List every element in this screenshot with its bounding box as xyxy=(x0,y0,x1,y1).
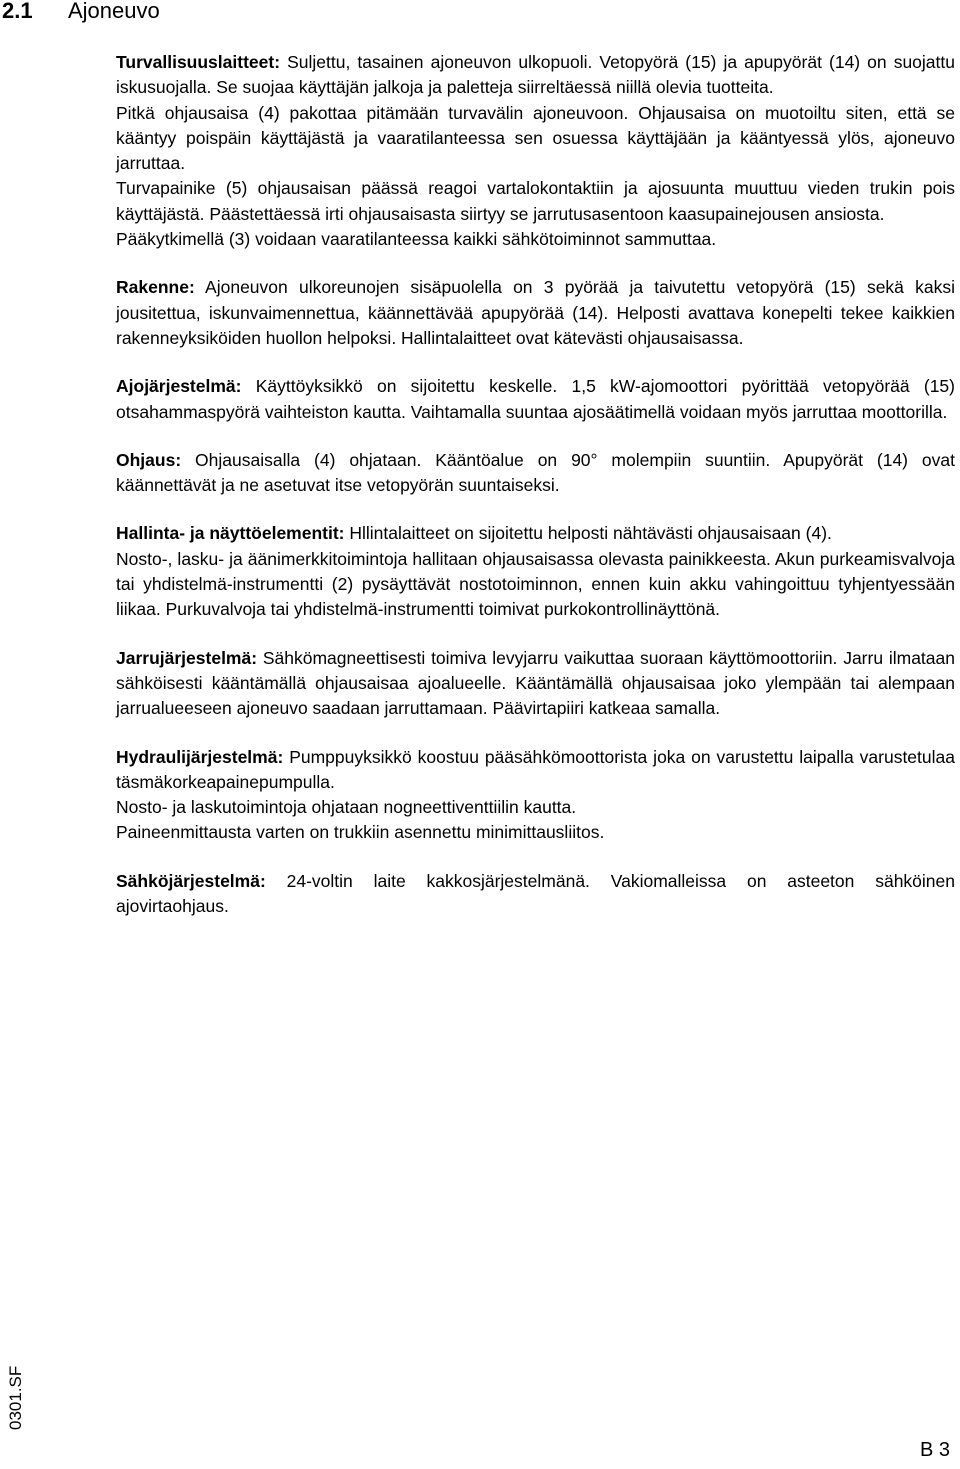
paragraph xyxy=(116,101,955,177)
paragraph xyxy=(116,275,955,351)
paragraph-text: Nosto-, lasku- ja äänimerkkitoimintoja hallitaan ohjausaisassa olevasta painikkeesta. Akun purkeamisvalvoja tai yhdistelmä-instrumentti (2) pysäyttävät nostotoiminnon, ennen kuin akku vahingoittuu tyhjentyessään liikaa. Purkuvalvoja tai yhdistelmä-instrumentti toimivat purkokontrollinäyttönä. xyxy=(116,548,955,620)
paragraph-text: Sähkömagneettisesti toimiva levyjarru vaikuttaa suoraan käyttömoottoriin. Jarru ilmataan sähköisesti kääntämällä ohjausaisaa ajoalueelle. Kääntämällä ohjausaisaa joko ylempään tai alempaan jarrualueeseen ajoneuvo saadaan jarruttamaan. Päävirtapiiri katkeaa samalla. xyxy=(116,647,955,719)
section-heading xyxy=(2,0,160,24)
paragraph-label: Sähköjärjestelmä: xyxy=(116,870,266,891)
page-number: B 3 xyxy=(919,1439,950,1461)
section-electrical-system xyxy=(116,869,955,920)
paragraph-text: Käyttöyksikkö on sijoitettu keskelle. 1,5 kW-ajomoottori pyörittää vetopyörää (15) otsahammaspyörä vaihteiston kautta. Vaihtamalla suuntaa ajosäätimellä voidaan myös jarruttaa moottorilla. xyxy=(116,376,955,422)
paragraph-text: Pumppuyksikkö koostuu pääsähkömoottorista joka on varustettu laipalla varustetulaa täsmäkorkeapainepumpulla. xyxy=(116,746,955,792)
paragraph-text: 24-voltin laite kakkosjärjestelmänä. Vakiomalleissa on asteeton sähköinen ajovirtaohjaus. xyxy=(116,870,955,917)
section-brake-system xyxy=(116,646,955,722)
section-number: 2.1 xyxy=(2,0,33,23)
paragraph-text: Hllintalaitteet on sijoitettu helposti nähtävästi ohjausaisaan (4). xyxy=(344,523,832,544)
paragraph xyxy=(116,521,955,546)
paragraph-text: Ajoneuvon ulkoreunojen sisäpuolella on 3 pyörää ja taivutettu vetopyörä (15) sekä kaksi jousitettua, iskunvaimennettua, käännettävää apupyörää (14). Helposti avattava konepelti tekee kaikkien rakenneyksiköiden huollon helpoksi. Hallintalaitteet ovat kätevästi ohjausaisassa. xyxy=(116,277,955,348)
paragraph xyxy=(116,646,955,722)
section-steering xyxy=(116,448,955,499)
section-structure xyxy=(116,275,955,351)
paragraph xyxy=(116,820,955,845)
paragraph-text: Turvapainike (5) ohjausaisan päässä reagoi vartalokontaktiin ja ajosuunta muuttuu vieden trukin pois käyttäjästä. Päästettäessä irti ohjausaisasta siirtyy se jarrutusasentoon kaasupainejousen ansiosta. xyxy=(116,178,955,224)
paragraph xyxy=(116,50,955,101)
paragraph-label: Rakenne: xyxy=(116,277,195,298)
paragraph-label: Ohjaus: xyxy=(116,449,182,470)
paragraph-text: Nosto- ja laskutoimintoja ohjataan nogneettiventtiilin kautta. xyxy=(116,797,577,818)
paragraph-label: Turvallisuuslaitteet: xyxy=(116,52,281,72)
paragraph xyxy=(116,745,955,796)
document-body xyxy=(116,50,955,942)
paragraph-text: Pääkytkimellä (3) voidaan vaaratilanteessa kaikki sähkötoiminnot sammuttaa. xyxy=(116,229,717,250)
paragraph-label: Hydraulijärjestelmä: xyxy=(116,746,284,767)
paragraph xyxy=(116,448,955,499)
paragraph xyxy=(116,795,955,820)
paragraph-label: Ajojärjestelmä: xyxy=(116,376,242,397)
paragraph xyxy=(116,176,955,227)
section-title: Ajoneuvo xyxy=(68,0,160,23)
paragraph-label: Hallinta- ja näyttöelementit: xyxy=(116,523,345,544)
section-drive-system xyxy=(116,374,955,425)
paragraph xyxy=(116,227,955,252)
paragraph-label: Jarrujärjestelmä: xyxy=(116,647,258,668)
paragraph-text: Pitkä ohjausaisa (4) pakottaa pitämään turvavälin ajoneuvoon. Ohjausaisa on muotoiltu siten, että se kääntyy poispäin käyttäjästä ja vaaratilanteessa sen osuessa käyttäjään ja kääntyessä ylös, ajoneuvo jarruttaa. xyxy=(116,102,955,174)
document-code: 0301.SF xyxy=(6,1365,25,1430)
paragraph-text: Suljettu, tasainen ajoneuvon ulkopuoli. Vetopyörä (15) ja apupyörät (14) on suojattu iskusuojalla. Se suojaa käyttäjän jalkoja ja paletteja siirreltäessä niillä olevia tuotteita. xyxy=(116,52,955,98)
section-controls-displays xyxy=(116,521,955,622)
section-safety xyxy=(116,50,955,252)
paragraph-text: Paineenmittausta varten on trukkiin asennettu minimittausliitos. xyxy=(116,822,605,843)
paragraph xyxy=(116,869,955,920)
paragraph xyxy=(116,374,955,425)
paragraph xyxy=(116,547,955,623)
paragraph-text: Ohjausaisalla (4) ohjataan. Kääntöalue on 90° molempiin suuntiin. Apupyörät (14) ovat käännettävät ja ne asetuvat itse vetopyörän suuntaiseksi. xyxy=(116,449,955,496)
section-hydraulic-system xyxy=(116,745,955,846)
